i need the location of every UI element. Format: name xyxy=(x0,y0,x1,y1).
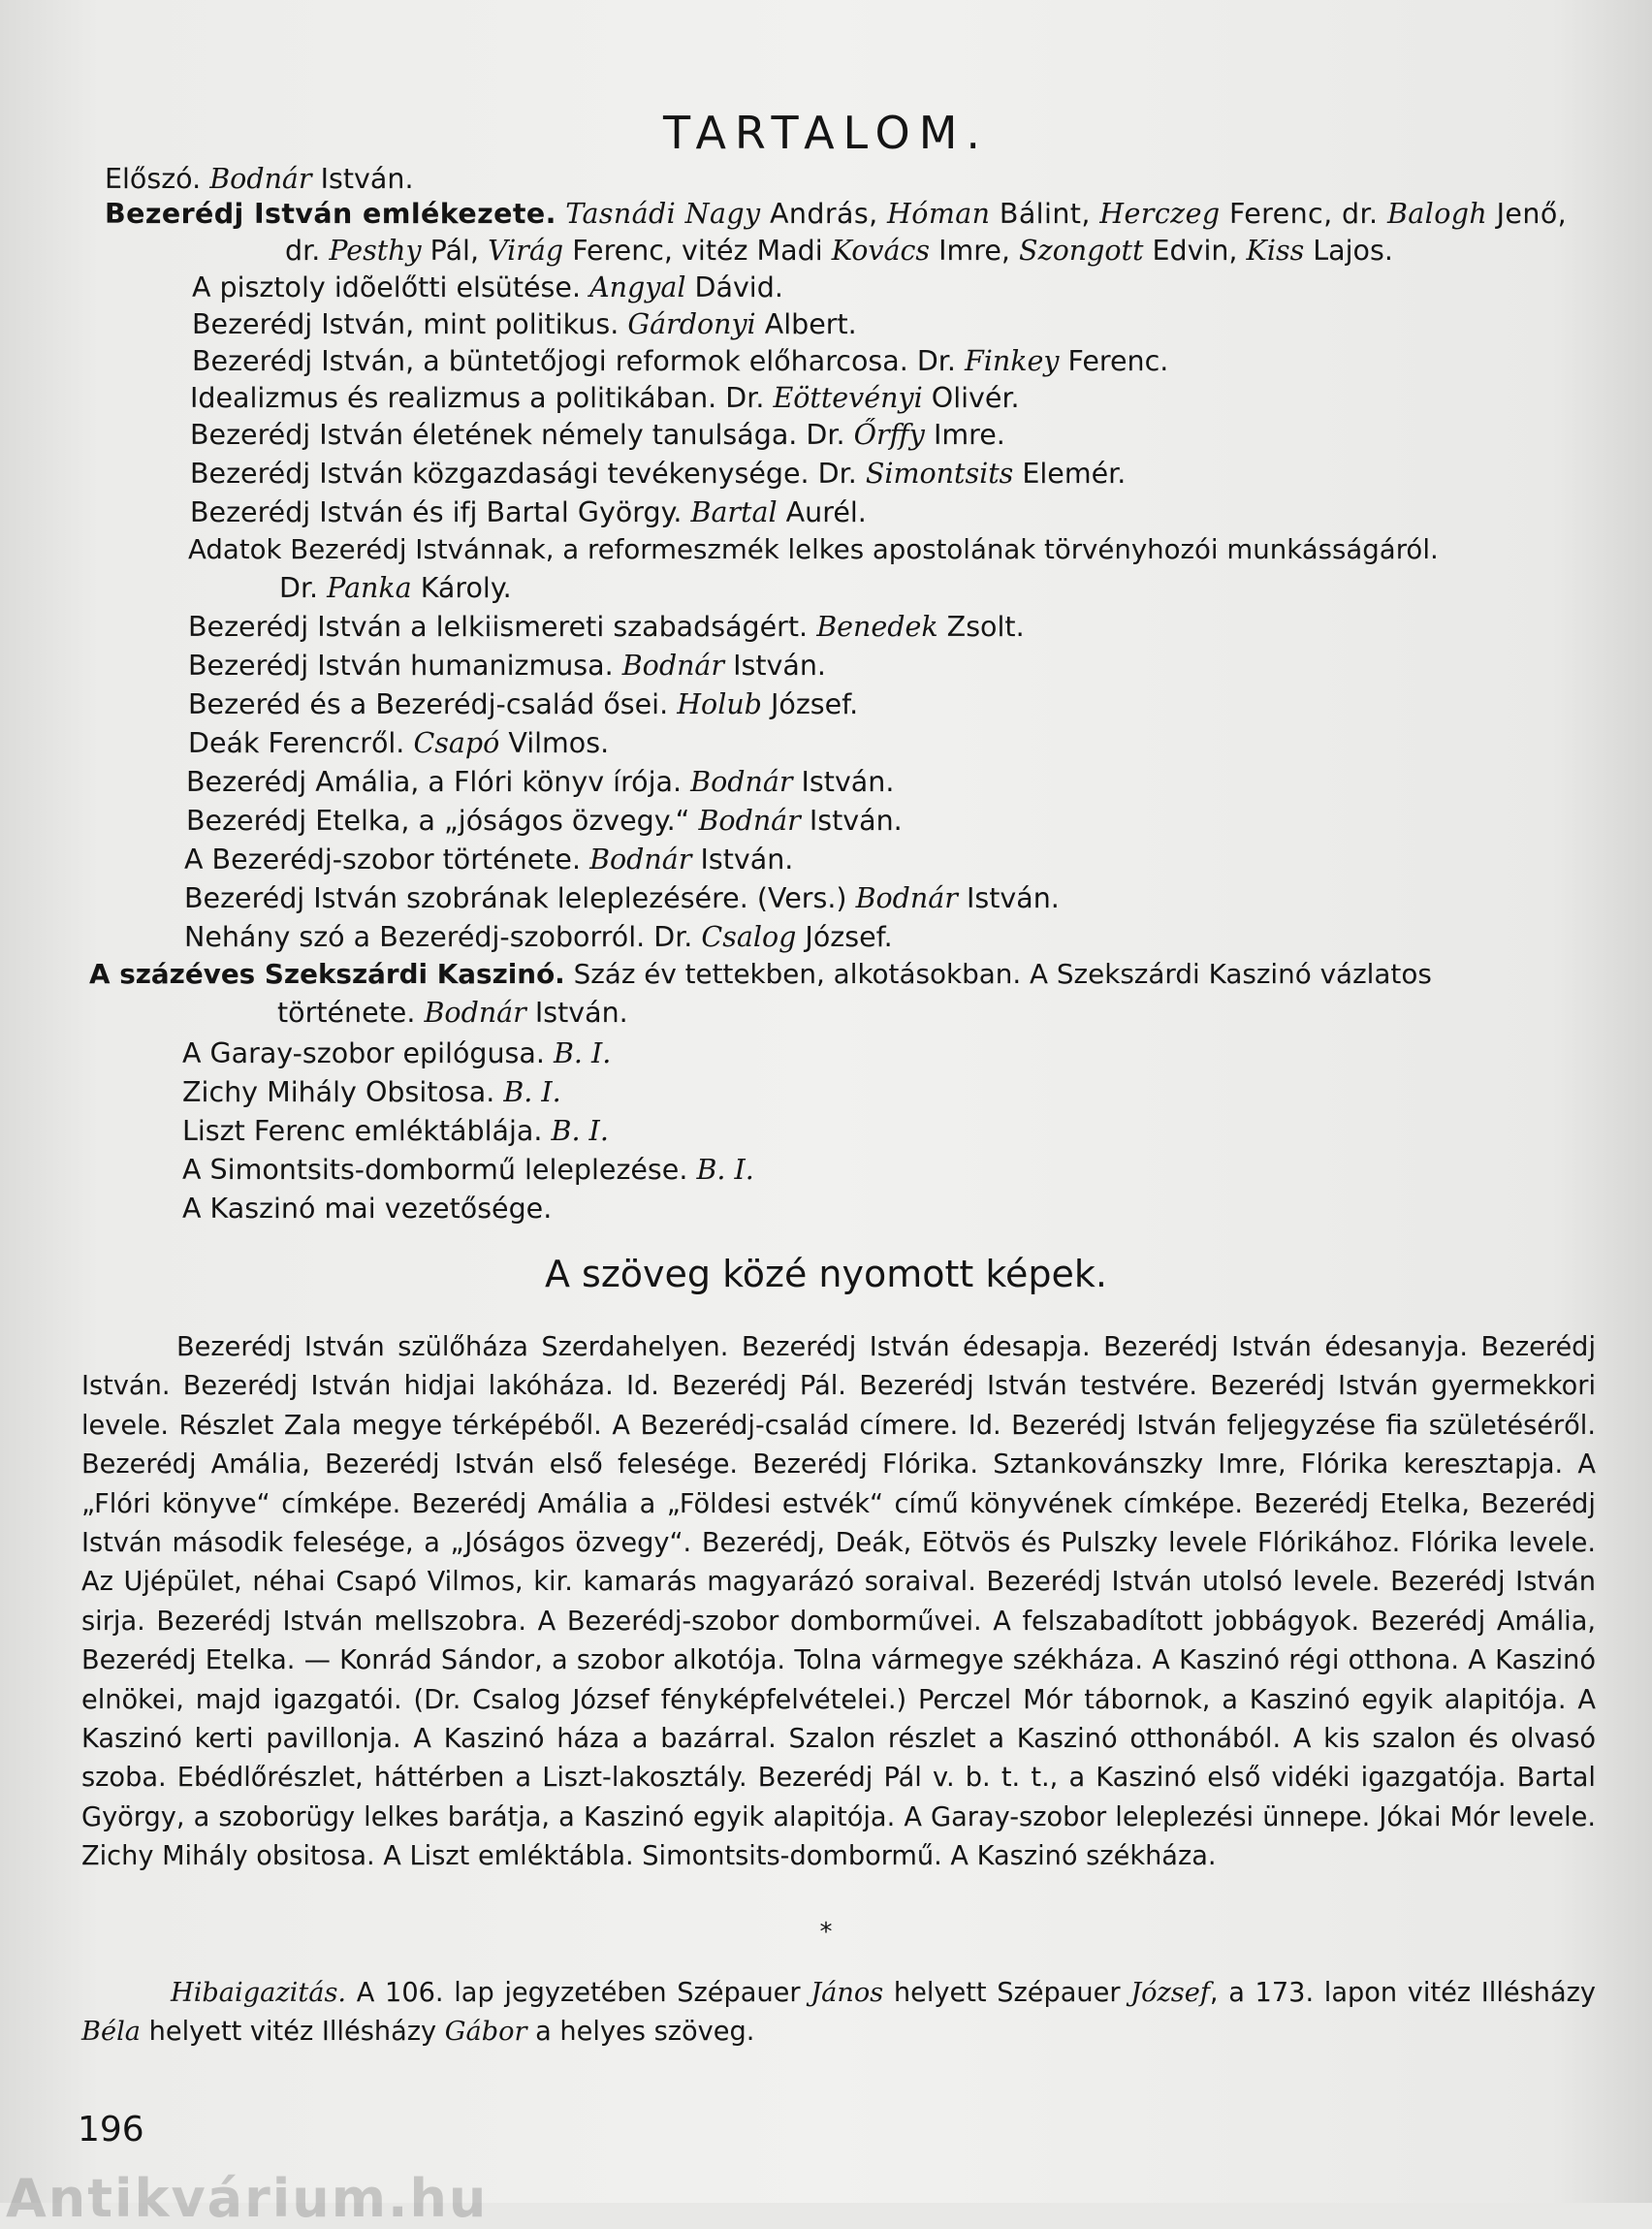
watermark: Antikvárium.hu xyxy=(6,2168,489,2229)
toc-entry: Bezerédj István humanizmusa. Bodnár István. xyxy=(188,650,826,682)
section-heading: A szöveg közé nyomott képek. xyxy=(544,1253,1108,1295)
toc-entry: Bezerédj István közgazdasági tevékenysége. Dr. Simontsits Elemér. xyxy=(190,458,1127,490)
toc-entry: Deák Ferencről. Csapó Vilmos. xyxy=(188,727,610,759)
toc-entry: Előszó. Bodnár István. xyxy=(105,163,414,195)
toc-entry: A Simontsits-dombormű leleplezése. B. I. xyxy=(182,1154,754,1186)
toc-entry: A pisztoly idõelőtti elsütése. Angyal Dávid. xyxy=(192,271,783,303)
toc-entry: Nehány szó a Bezerédj-szoborról. Dr. Csalog József. xyxy=(184,921,893,953)
toc-entry: Bezerédj István életének némely tanulsága. Dr. Őrffy Imre. xyxy=(190,419,1005,451)
toc-entry: dr. Pesthy Pál, Virág Ferenc, vitéz Madi Kovács Imre, Szongott Edvin, Kiss Lajos. xyxy=(285,235,1393,267)
toc-entry-continued: története. Bodnár István. xyxy=(277,997,628,1029)
separator-asterisk: * xyxy=(819,1918,833,1947)
page-number: 196 xyxy=(78,2110,144,2149)
image-captions-paragraph: Bezerédj István szülőháza Szerdahelyen. Bezerédj István édesapja. Bezerédj István édesanyja. Bezerédj István. Bezerédj István hidjai lakóháza. Id. Bezerédj Pál. Bezerédj István testvére. Bezerédj István gyermekkori levele. Részlet Zala megye térképéből. A Bezerédj-család címere. Id. Bezerédj István feljegyzése fia születéséről. Bezerédj Amália, Bezerédj István első felesége. Bezerédj Flórika. Sztankovánszky Imre, Flórika keresztapja. A „Flóri könyve“ címképe. Bezerédj Amália a „Földesi estvék“ című könyvének címképe. Bezerédj Etelka, Bezerédj István második felesége, a „Jóságos özvegy“. Bezerédj, Deák, Eötvös és Pulszky levele Flórikához. Flórika levele. Az Ujépület, néhai Csapó Vilmos, kir. kamarás magyarázó soraival. Bezerédj István utolsó levele. Bezerédj István sirja. Bezerédj István mellszobra. A Bezerédj-szobor domborművei. A felszabadított jobbágyok. Bezerédj Amália, Bezerédj Etelka. — Konrád Sándor, a szobor alkotója. Tolna vármegye székháza. A Kaszinó régi otthona. A Kaszinó elnökei, majd igazgatói. (Dr. Csalog József fényképfelvételei.) Perczel Mór tábornok, a Kaszinó egyik alapitója. A Kaszinó kerti pavillonja. A Kaszinó háza a bazárral. Szalon részlet a Kaszinó otthonából. A kis szalon és olvasó szoba. Ebédlőrészlet, háttérben a Liszt-lakosztály. Bezerédj Pál v. b. t. t., a Kaszinó első vidéki igazgatója. Bartal György, a szoborügy lelkes barátja, a Kaszinó egyik alapitója. A Garay-szobor leleplezési ünnepe. Jókai Mór levele. Zichy Mihály obsitosa. A Liszt emléktábla. Simontsits-dombormű. A Kaszinó székháza. xyxy=(81,1332,1596,1872)
toc-entry: Idealizmus és realizmus a politikában. Dr. Eöttevényi Olivér. xyxy=(190,382,1020,414)
toc-entry: Bezerédj Etelka, a „jóságos özvegy.“ Bodnár István. xyxy=(186,805,903,837)
toc-entry: Bezerédj István, a büntetőjogi reformok előharcosa. Dr. Finkey Ferenc. xyxy=(192,345,1169,377)
page-title: TARTALOM. xyxy=(662,107,990,159)
toc-entry-continued: Dr. Panka Károly. xyxy=(279,572,512,604)
toc-entry: Bezerédj István szobrának leleplezésére. (Vers.) Bodnár István. xyxy=(184,882,1060,914)
toc-entry: Bezerédj István és ifj Bartal György. Bartal Aurél. xyxy=(190,496,867,528)
toc-entry: Zichy Mihály Obsitosa. B. I. xyxy=(182,1076,561,1108)
toc-entry: Bezeréd és a Bezerédj-család ősei. Holub József. xyxy=(188,688,859,720)
toc-entry: Bezerédj István emlékezete. Tasnádi Nagy András, Hóman Bálint, Herczeg Ferenc, dr. Balogh Jenő, xyxy=(105,198,1568,230)
toc-entry: Bezerédj István a lelkiismereti szabadságért. Benedek Zsolt. xyxy=(188,611,1025,643)
toc-entry: A Bezerédj-szobor története. Bodnár István. xyxy=(184,844,794,876)
toc-entry: A Kaszinó mai vezetősége. xyxy=(182,1193,553,1225)
toc-entry: Bezerédj István, mint politikus. Gárdonyi Albert. xyxy=(192,308,857,340)
toc-entry: Adatok Bezerédj Istvánnak, a reformeszmék lelkes apostolának törvényhozói munkásságáról. xyxy=(188,533,1439,565)
toc-entry: A százéves Szekszárdi Kaszinó. Száz év tettekben, alkotásokban. A Szekszárdi Kaszinó vázlatos xyxy=(89,958,1432,990)
errata-paragraph: Hibaigazitás. A 106. lap jegyzetében Szépauer János helyett Szépauer József, a 173. lapon vitéz Illésházy Béla helyett vitéz Illésházy Gábor a helyes szöveg. xyxy=(81,1978,1597,2048)
toc-entry: Bezerédj Amália, a Flóri könyv írója. Bodnár István. xyxy=(186,766,895,798)
toc-entry: A Garay-szobor epilógusa. B. I. xyxy=(182,1037,612,1069)
toc-entry: Liszt Ferenc emléktáblája. B. I. xyxy=(182,1115,609,1147)
